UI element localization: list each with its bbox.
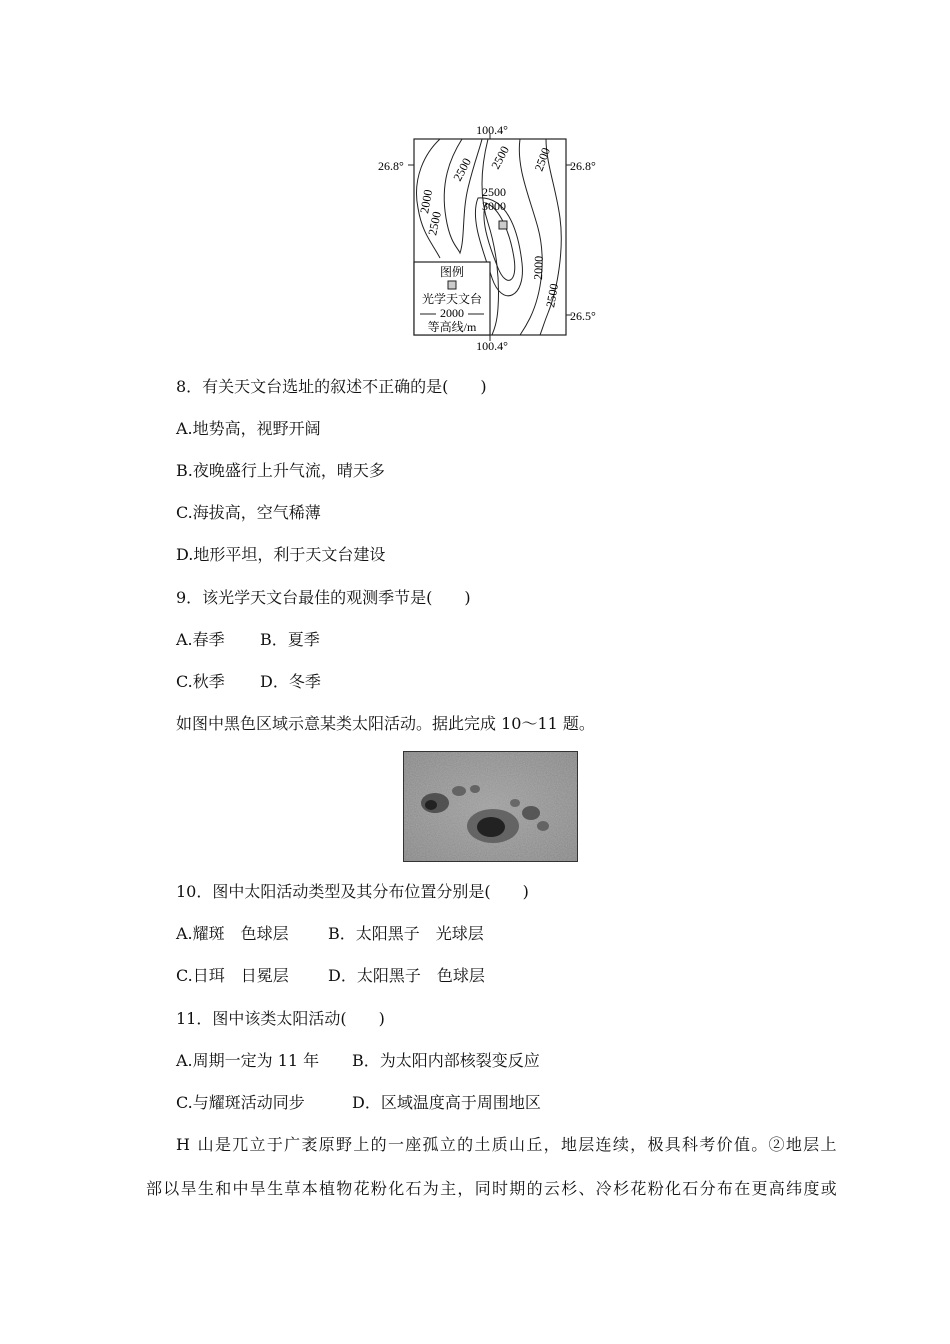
legend-observatory-icon	[448, 281, 456, 289]
question-8-option-d: D.地形平坦，利于天文台建设	[176, 545, 386, 564]
question-9-stem: 9．该光学天文台最佳的观测季节是( )	[176, 588, 471, 607]
question-9-option-b: B．夏季	[260, 630, 320, 649]
legend-title: 图例	[439, 265, 465, 279]
passage-line-2: 部以旱生和中旱生草本植物花粉化石为主，同时期的云杉、冷杉花粉化石分布在更高纬度或	[146, 1179, 839, 1198]
contour-label: 3000	[482, 199, 506, 213]
contour-map	[370, 118, 610, 354]
contour-label: 2500	[482, 185, 506, 199]
question-9-option-c: C.秋季	[176, 672, 225, 691]
question-11-option-d: D．区域温度高于周围地区	[352, 1093, 541, 1112]
contour-label: 2500	[425, 210, 444, 237]
contour-label: 2500	[531, 145, 554, 174]
question-9-option-a: A.春季	[176, 630, 225, 649]
lon-bottom-label: 100.4°	[476, 339, 508, 353]
legend-contour-text: 等高线/m	[427, 320, 477, 334]
question-11-stem: 11．图中该类太阳活动( )	[176, 1009, 385, 1028]
contour-label: 2000	[531, 255, 546, 281]
question-11-option-a: A.周期一定为 11 年	[176, 1051, 320, 1070]
legend-contour-value: 2000	[440, 306, 464, 320]
question-8-option-a: A.地势高，视野开阔	[176, 419, 321, 438]
question-9-option-d: D．冬季	[260, 672, 321, 691]
question-10-option-b: B．太阳黑子 光球层	[328, 924, 484, 943]
lat-right-bottom-label: 26.5°	[570, 309, 596, 323]
sunspot-image	[403, 751, 578, 862]
question-8-option-c: C.海拔高，空气稀薄	[176, 503, 321, 522]
question-8-option-b: B.夜晚盛行上升气流，晴天多	[176, 461, 385, 480]
contour-line-left-2500	[444, 139, 482, 253]
question-10-option-d: D．太阳黑子 色球层	[328, 966, 485, 985]
sunspot-umbra	[477, 817, 505, 837]
question-10-option-a: A.耀斑 色球层	[176, 924, 289, 943]
contour-label: 2000	[417, 188, 436, 215]
lon-top-label: 100.4°	[476, 123, 508, 137]
contour-label: 2500	[488, 143, 512, 172]
question-10-stem: 10．图中太阳活动类型及其分布位置分别是( )	[176, 882, 529, 901]
observatory-marker-icon	[499, 221, 507, 229]
lat-right-top-label: 26.8°	[570, 159, 596, 173]
question-11-option-c: C.与耀斑活动同步	[176, 1093, 305, 1112]
question-11-option-b: B．为太阳内部核裂变反应	[352, 1051, 540, 1070]
legend-observatory-label: 光学天文台	[421, 292, 483, 306]
question-10-option-c: C.日珥 日冕层	[176, 966, 289, 985]
passage-line-1: H 山是兀立于广袤原野上的一座孤立的土质山丘，地层连续，极具科考价值。②地层上	[176, 1135, 838, 1154]
contour-label: 2500	[450, 155, 474, 184]
lat-left-label: 26.8°	[378, 159, 404, 173]
intro-text: 如图中黑色区域示意某类太阳活动。据此完成 10～11 题。	[176, 714, 595, 733]
question-8-stem: 8．有关天文台选址的叙述不正确的是( )	[176, 377, 487, 396]
contour-label: 2500	[543, 282, 562, 309]
